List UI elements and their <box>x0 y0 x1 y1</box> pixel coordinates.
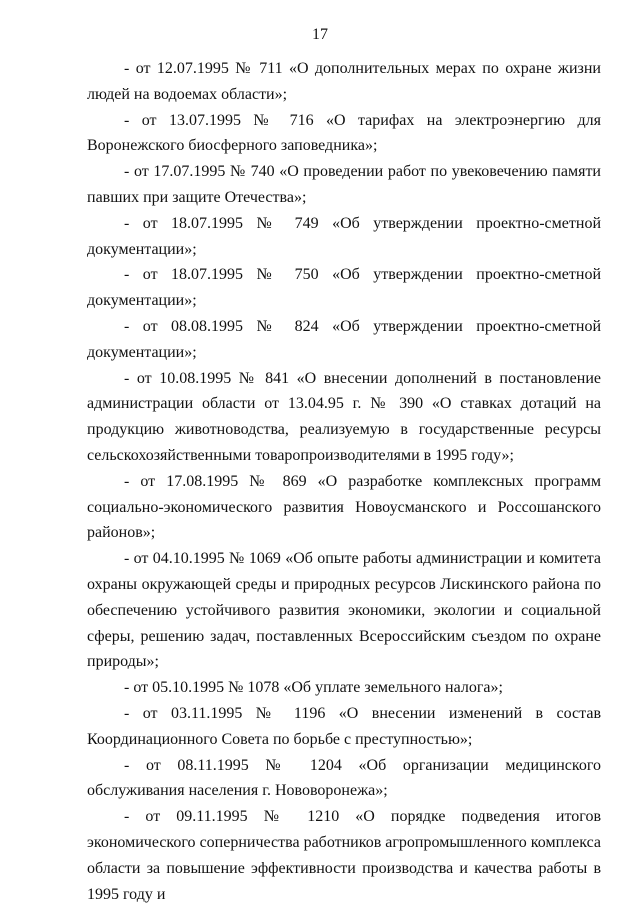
list-item: - от 17.08.1995 № 869 «О разработке комплексных программ социально-экономического развития Новоусманского и Россошанского районов»; <box>87 472 601 542</box>
list-item: - от 08.11.1995 № 1204 «Об организации медицинского обслуживания населения г. Нововоронежа»; <box>87 756 601 800</box>
page-number: 17 <box>312 26 328 43</box>
list-item: - от 12.07.1995 № 711 «О дополнительных мерах по охране жизни людей на водоемах области»; <box>87 60 601 103</box>
list-item: - от 08.08.1995 № 824 «Об утверждении проектно-сметной документации»; <box>87 317 601 361</box>
list-item: - от 09.11.1995 № 1210 «О порядке подведения итогов экономического соперничества работников агропромышленного комплекса области за повышение эффективности производства и качества работы в 1995 году и <box>87 808 601 903</box>
document-body <box>87 56 601 907</box>
list-item: - от 04.10.1995 № 1069 «Об опыте работы администрации и комитета охраны окружающей среды и природных ресурсов Лискинского района по обеспечению устойчивого развития экономики, экологии и социальной сферы, решению задач, поставленных Всероссийским съездом по охране природы»; <box>87 550 601 671</box>
list-item: - от 05.10.1995 № 1078 «Об уплате земельного налога»; <box>124 679 503 697</box>
list-item: - от 13.07.1995 № 716 «О тарифах на электроэнергию для Воронежского биосферного заповедника»; <box>87 111 601 155</box>
list-item: - от 18.07.1995 № 749 «Об утверждении проектно-сметной документации»; <box>87 214 601 258</box>
list-item: - от 03.11.1995 № 1196 «О внесении изменений в состав Координационного Совета по борьбе с преступностью»; <box>87 704 601 748</box>
list-item: - от 10.08.1995 № 841 «О внесении дополнений в постановление администрации области от 13.04.95 г. № 390 «О ставках дотаций на продукцию животноводства, реализуемую в государственные ресурсы сельскохозяйственными товаропроизводителями в 1995 году»; <box>87 369 601 464</box>
list-item: - от 17.07.1995 № 740 «О проведении работ по увековечению памяти павших при защите Отечества»; <box>87 163 601 206</box>
list-item: - от 18.07.1995 № 750 «Об утверждении проектно-сметной документации»; <box>87 266 601 310</box>
